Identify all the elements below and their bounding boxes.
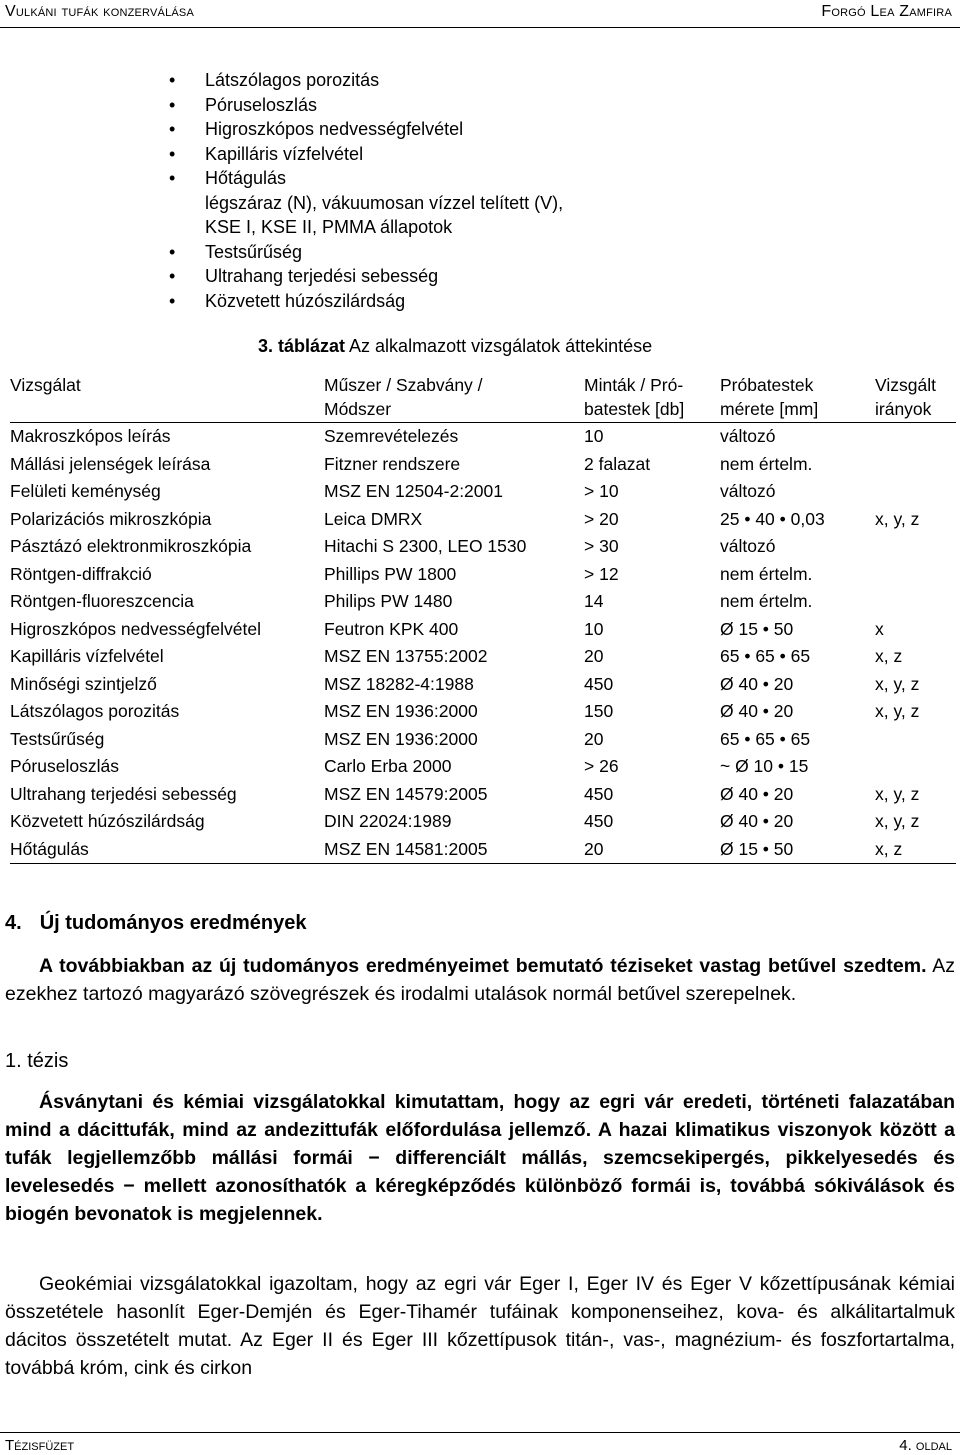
footer-title: Tézisfüzet <box>5 1437 75 1454</box>
thesis-statement: Ásványtani és kémiai vizsgálatokkal kimutattam, hogy az egri vár eredeti, történeti falazatában mind a dácittufák, mind az andezittufák előfordulása jellemző. A hazai klimatikus viszonyok között a tufák legjellemzőbb mállási formái − differenciált mállás, szemcsekipergés, pikkelyesedés és levelesedés − mellett azonosíthatók a kéregképződés különböző formái is, továbbá sókiválások és biogén bevonatok is megjelennek. <box>5 1091 955 1225</box>
table-cell: Polarizációs mikroszkópia <box>10 508 212 529</box>
table-cell: 10 <box>584 618 604 639</box>
table-cell: MSZ EN 12504-2:2001 <box>324 481 503 501</box>
thesis-label: 1. tézis <box>5 1050 69 1072</box>
table-cell: Ø 40 • 20 <box>720 783 794 804</box>
table-row <box>10 506 956 534</box>
table-row <box>10 836 956 865</box>
table-row <box>10 561 956 589</box>
table-caption <box>258 336 652 357</box>
states-text: légszáraz (N), vákuumosan vízzel telített (V), <box>205 192 564 213</box>
table-cell: Mállási jelenségek leírása <box>10 453 211 474</box>
bullet-icon: • <box>169 94 176 115</box>
table-cell: x, y, z <box>875 811 920 831</box>
list-item <box>169 93 318 117</box>
table-row <box>10 643 956 671</box>
table-cell: Röntgen-fluoreszcencia <box>10 591 194 611</box>
table-cell: x <box>875 618 884 639</box>
table-cell: MSZ EN 14579:2005 <box>324 783 488 804</box>
table-row <box>10 808 956 836</box>
table-header <box>10 370 956 423</box>
table-cell: változó <box>720 426 776 446</box>
table-cell: Philips PW 1480 <box>324 591 453 611</box>
table-row <box>10 616 956 644</box>
table-cell: nem értelm. <box>720 563 813 584</box>
table-caption-text: Az alkalmazott vizsgálatok áttekintése <box>345 336 653 356</box>
list-item-text: Közvetett húzószilárdság <box>205 290 406 311</box>
table-cell: Röntgen-diffrakció <box>10 563 152 584</box>
column-header <box>10 373 81 397</box>
table-row <box>10 451 956 479</box>
table-cell: Ø 40 • 20 <box>720 811 794 831</box>
table-cell: MSZ EN 14581:2005 <box>324 838 488 859</box>
column-header-line: Módszer <box>324 399 392 419</box>
table-row <box>10 423 956 451</box>
table-cell: Ø 15 • 50 <box>720 618 794 639</box>
table-cell: Hitachi S 2300, LEO 1530 <box>324 536 527 556</box>
table-cell: Kapilláris vízfelvétel <box>10 646 164 666</box>
table-cell: > 26 <box>584 756 619 776</box>
table-cell: Ø 40 • 20 <box>720 701 794 721</box>
header-author: Forgó Lea Zamfira <box>821 3 952 20</box>
table-cell: 65 • 65 • 65 <box>720 646 811 666</box>
table-cell: x, y, z <box>875 783 920 804</box>
table-cell: x, y, z <box>875 673 920 694</box>
table-cell: ~ Ø 10 • 15 <box>720 756 809 776</box>
list-item <box>169 264 439 288</box>
column-header <box>324 373 483 421</box>
intro-normal: Az ezekhez tartozó magyarázó szövegrészek és irodalmi utalások normál betűvel szerepelnek. <box>5 955 955 1005</box>
intro-paragraph <box>5 952 955 1008</box>
table-cell: Pásztázó elektronmikroszkópia <box>10 536 252 556</box>
bullet-icon: • <box>169 119 176 139</box>
column-header-line: Próbatestek <box>720 375 814 395</box>
table-cell: 14 <box>584 591 604 611</box>
table-cell: Hőtágulás <box>10 838 89 859</box>
list-item <box>169 289 406 313</box>
list-item-text: Kapilláris vízfelvétel <box>205 143 364 164</box>
table-cell: DIN 22024:1989 <box>324 811 452 831</box>
table-row <box>10 588 956 616</box>
table-cell: > 12 <box>584 563 619 584</box>
column-header-line: irányok <box>875 399 932 419</box>
table-cell: MSZ EN 13755:2002 <box>324 646 488 666</box>
list-item-text: Ultrahang terjedési sebesség <box>205 266 439 286</box>
bullet-icon: • <box>169 266 176 286</box>
table-cell: Minőségi szintjelző <box>10 673 157 694</box>
table-cell: Feutron KPK 400 <box>324 618 459 639</box>
table-cell: Makroszkópos leírás <box>10 426 171 446</box>
table-cell: 20 <box>584 838 604 859</box>
table-cell: Ø 15 • 50 <box>720 838 794 859</box>
states-text: KSE I, KSE II, PMMA állapotok <box>205 217 453 237</box>
table-cell: Póruseloszlás <box>10 756 119 776</box>
section-number: 4. <box>5 912 22 934</box>
table-cell: MSZ EN 1936:2000 <box>324 701 478 721</box>
table-cell: nem értelm. <box>720 591 813 611</box>
column-header-line: Minták / Pró- <box>584 375 684 395</box>
table-row <box>10 533 956 561</box>
table-cell: Közvetett húzószilárdság <box>10 811 205 831</box>
table-cell: x, z <box>875 838 903 859</box>
section-title: Új tudományos eredmények <box>39 912 307 934</box>
page-footer <box>0 1432 960 1455</box>
list-item-text: Higroszkópos nedvességfelvétel <box>205 119 464 139</box>
header-title: Vulkáni tufák konzerválása <box>5 3 194 20</box>
column-header <box>875 373 936 421</box>
table-cell: 450 <box>584 673 614 694</box>
table-cell: változó <box>720 536 776 556</box>
table-cell: x, y, z <box>875 508 920 529</box>
column-header-line: Vizsgált <box>875 375 936 395</box>
list-item-text: Testsűrűség <box>205 241 303 262</box>
list-item <box>169 68 380 92</box>
section-heading <box>5 912 306 935</box>
table-cell: 25 • 40 • 0,03 <box>720 508 825 529</box>
list-item-text: Hőtágulás <box>205 168 287 188</box>
table-cell: 10 <box>584 426 604 446</box>
table-cell: 150 <box>584 701 614 721</box>
column-header <box>720 373 818 421</box>
table-cell: > 30 <box>584 536 619 556</box>
table-row <box>10 671 956 699</box>
table-cell: Fitzner rendszere <box>324 453 461 474</box>
table-cell: Phillips PW 1800 <box>324 563 457 584</box>
thesis-explanation: Geokémiai vizsgálatokkal igazoltam, hogy az egri vár Eger I, Eger IV és Eger V kőzettípusának kémiai összetétele hasonlít Eger-Demjén és Eger-Tihamér tufáinak komponenseihez, kova- és alkálitartalmuk dácitos összetételt mutat. Az Eger II és Eger III kőzettípusok titán-, vas-, magnézium- és foszfortartalma, továbbá króm, cink és cirkon <box>5 1273 955 1379</box>
list-item <box>169 240 303 264</box>
list-item <box>169 166 287 190</box>
table-cell: nem értelm. <box>720 453 813 474</box>
table-row <box>10 753 956 781</box>
table-cell: 450 <box>584 811 614 831</box>
intro-bold: A továbbiakban az új tudományos eredményeimet bemutató téziseket vastag betűvel szedtem. <box>39 955 927 977</box>
list-item-text: Látszólagos porozitás <box>205 70 380 90</box>
bullet-icon: • <box>169 290 176 311</box>
list-item <box>169 142 364 166</box>
table-cell: 20 <box>584 728 604 749</box>
page-header <box>0 0 960 28</box>
column-header <box>584 373 684 421</box>
table-row <box>10 726 956 754</box>
table-cell: Ultrahang terjedési sebesség <box>10 783 237 804</box>
table-row <box>10 781 956 809</box>
table-cell: változó <box>720 481 776 501</box>
table-cell: Leica DMRX <box>324 508 423 529</box>
table-cell: Testsűrűség <box>10 728 105 749</box>
table-cell: Carlo Erba 2000 <box>324 756 452 776</box>
list-item <box>169 117 464 141</box>
table-cell: x, z <box>875 646 903 666</box>
table-row <box>10 478 956 506</box>
table-body <box>10 423 956 864</box>
page-number: 4. oldal <box>899 1437 952 1454</box>
table-cell: 65 • 65 • 65 <box>720 728 811 749</box>
table-cell: 2 falazat <box>584 453 651 474</box>
table-row <box>10 698 956 726</box>
table-cell: x, y, z <box>875 701 920 721</box>
list-item-text: Póruseloszlás <box>205 94 318 115</box>
table-cell: 20 <box>584 646 604 666</box>
table-cell: MSZ 18282-4:1988 <box>324 673 474 694</box>
table-cell: Látszólagos porozitás <box>10 701 180 721</box>
table-cell: Higroszkópos nedvességfelvétel <box>10 618 261 639</box>
column-header-line: mérete [mm] <box>720 399 819 419</box>
table-cell: Ø 40 • 20 <box>720 673 794 694</box>
column-header-line: Vizsgálat <box>10 375 81 395</box>
table-cell: > 10 <box>584 481 619 501</box>
table-cell: Felületi keménység <box>10 481 161 501</box>
bullet-icon: • <box>169 241 176 262</box>
table-cell: Szemrevételezés <box>324 426 459 446</box>
column-header-line: batestek [db] <box>584 399 685 419</box>
bullet-icon: • <box>169 168 176 188</box>
table-cell: > 20 <box>584 508 619 529</box>
table-cell: 450 <box>584 783 614 804</box>
bullet-icon: • <box>169 70 176 90</box>
table-caption-number: 3. táblázat <box>258 336 346 356</box>
column-header-line: Műszer / Szabvány / <box>324 375 483 395</box>
bullet-icon: • <box>169 143 176 164</box>
table-cell: MSZ EN 1936:2000 <box>324 728 478 749</box>
tests-table <box>10 370 956 864</box>
